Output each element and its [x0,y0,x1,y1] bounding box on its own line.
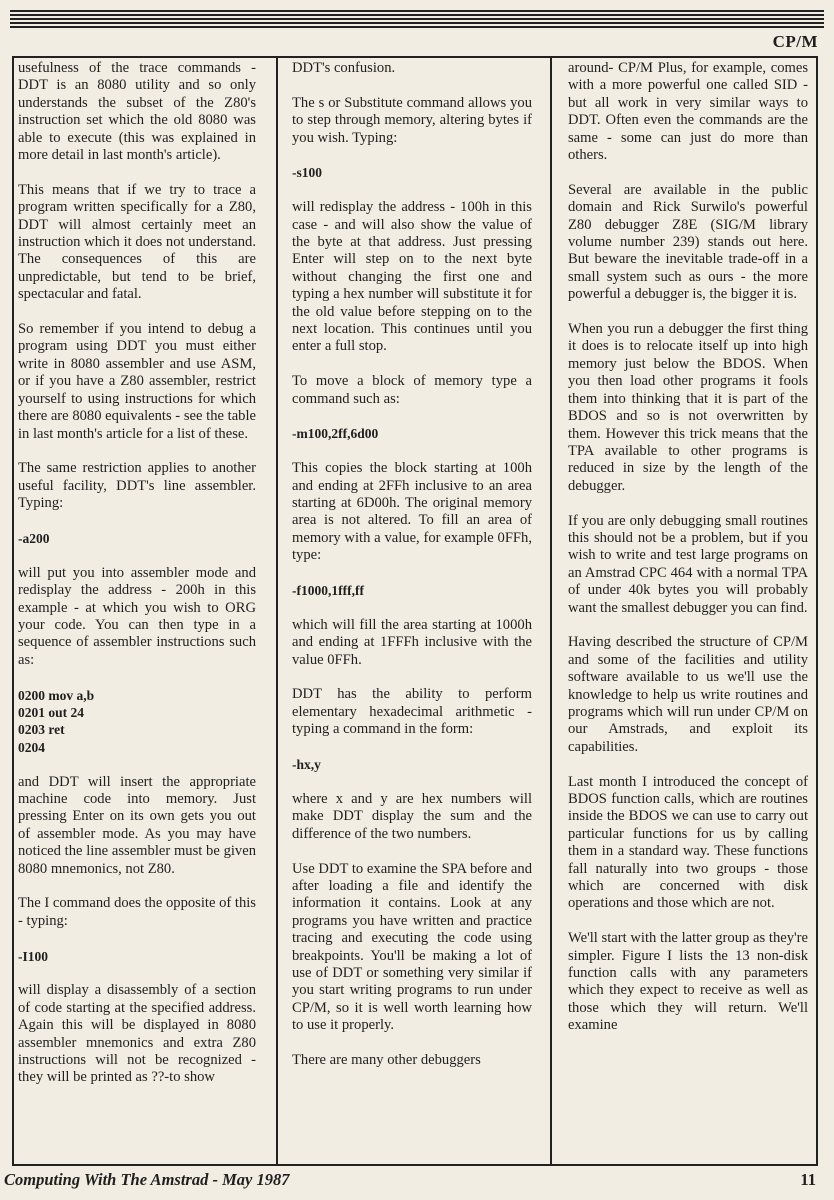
section-title: CP/M [772,32,818,51]
paragraph: usefulness of the trace commands - DDT is an 8080 utility and so only understands the subset of the Z80's instruction set which the old 8080 was able to execute (this was explained in more detail in last month's article). [18,60,256,164]
paragraph: will redisplay the address - 100h in this case - and will also show the value of the byte at that address. Just pressing Enter will step on to the next byte without changing the first one and typing a hex number will substitute it for the old value before stepping on to the next location. This continues until you enter a full stop. [292,199,532,355]
code-example: -hx,y [292,757,321,773]
paragraph: This copies the block starting at 100h and ending at 2FFh inclusive to an area starting at 6D00h. The original memory area is not altered. To fill an area of memory with a value, for example 0FFh, type: [292,460,532,564]
code-example: -s100 [292,165,322,181]
paragraph: Last month I introduced the concept of BDOS function calls, which are routines inside the BDOS we can use to carry out particular functions for us by calling them in a standard way. These functions fall naturally into two groups - those which are concerned with disk operations and those which are not. [568,773,808,912]
header-rules [10,10,824,30]
paragraph: If you are only debugging small routines this should not be a problem, but if you wish to write and test large programs on an Amstrad CPC 464 with a normal TPA of under 40k bytes you will probably want the smallest debugger you can find. [568,512,808,616]
paragraph: So remember if you intend to debug a program using DDT you must either write in 8080 assembler and use ASM, or if you have a Z80 assembler, restrict yourself to using instructions for which there are 8080 equivalents - see the table in last month's article for a list of these. [18,321,256,442]
code-example: -a200 [18,530,50,546]
paragraph: There are many other debuggers [292,1051,481,1068]
paragraph: around- CP/M Plus, for example, comes with a more powerful one called SID - but all work in very similar ways to DDT. Often even the commands are the same - some can just do more than others. [568,60,808,164]
paragraph: Several are available in the public domain and Rick Surwilo's powerful Z80 debugger Z8E (SIG/M library volume number 239) stands out here. But beware the inevitable trade-off in a small system such as ours - the more powerful a debugger is, the bigger it is. [568,181,808,303]
column-divider [550,56,552,1166]
column-1 [18,60,256,1164]
paragraph: and DDT will insert the appropriate machine code into memory. Just pressing Enter on its own gets you out of assembler mode. As you may have noticed the line assembler must be given 8080 mnemonics, not Z80. [18,773,256,877]
paragraph: To move a block of memory type a command such as: [292,373,532,407]
page-number: 11 [800,1170,816,1189]
paragraph: DDT's confusion. [292,60,396,76]
paragraph: We'll start with the latter group as they're simpler. Figure I lists the 13 non-disk function calls with any parameters which they expect to receive as well as those which they will return. We'll examine [568,930,808,1034]
publication-footer: Computing With The Amstrad - May 1987 [4,1170,290,1189]
code-example: -f1000,1fff,ff [292,583,364,599]
paragraph: which will fill the area starting at 1000h and ending at 1FFFh inclusive with the value 0FFh. [292,616,532,668]
code-example: -m100,2ff,6d00 [292,426,379,442]
column-2 [292,60,532,1164]
paragraph: Use DDT to examine the SPA before and after loading a file and identify the information it contains. Look at any programs you have written and practice tracing and executing the code using breakpoints. You'll be making a lot of use of DDT or something very similar if you start writing programs to run under CP/M, so it is well worth learning how to use it properly. [292,860,532,1034]
paragraph: will display a disassembly of a section of code starting at the specified address. Again this will be displayed in 8080 assembler mnemonics and extra Z80 instructions will not be recognized - they will be printed as ??-to show [18,982,256,1086]
paragraph: The s or Substitute command allows you to step through memory, altering bytes if you wish. Typing: [292,94,532,146]
paragraph: When you run a debugger the first thing it does is to relocate itself up into high memory just below the BDOS. When you then load other programs it fools them into thinking that it is part of the BDOS and so is not overwritten by them. However this trick means that the TPA available to other programs is reduced in size by the length of the debugger. [568,321,808,494]
paragraph: Having described the structure of CP/M and some of the facilities and utility software available to us we'll use the knowledge to help us write routines and programs which will run under CP/M on our Amstrads, and exploit its capabilities. [568,634,808,755]
paragraph: where x and y are hex numbers will make DDT display the sum and the difference of the two numbers. [292,790,532,842]
code-example: 0200 mov a,b 0201 out 24 0203 ret 0204 [18,687,95,755]
paragraph: DDT has the ability to perform elementary hexadecimal arithmetic - typing a command in the form: [292,686,532,738]
paragraph: This means that if we try to trace a program written specifically for a Z80, DDT will almost certainly meet an instruction which it does not understand. The consequences of this are unpredictable, but tend to be brief, spectacular and fatal. [18,181,256,303]
paragraph: The same restriction applies to another useful facility, DDT's line assembler. Typing: [18,460,256,512]
paragraph: The I command does the opposite of this - typing: [18,895,256,929]
paragraph: will put you into assembler mode and redisplay the address - 200h in this example - at which you wish to ORG your code. You can then type in a sequence of assembler instructions such as: [18,564,256,668]
column-divider [276,56,278,1166]
code-example: -I100 [18,948,48,964]
column-3 [568,60,808,1164]
